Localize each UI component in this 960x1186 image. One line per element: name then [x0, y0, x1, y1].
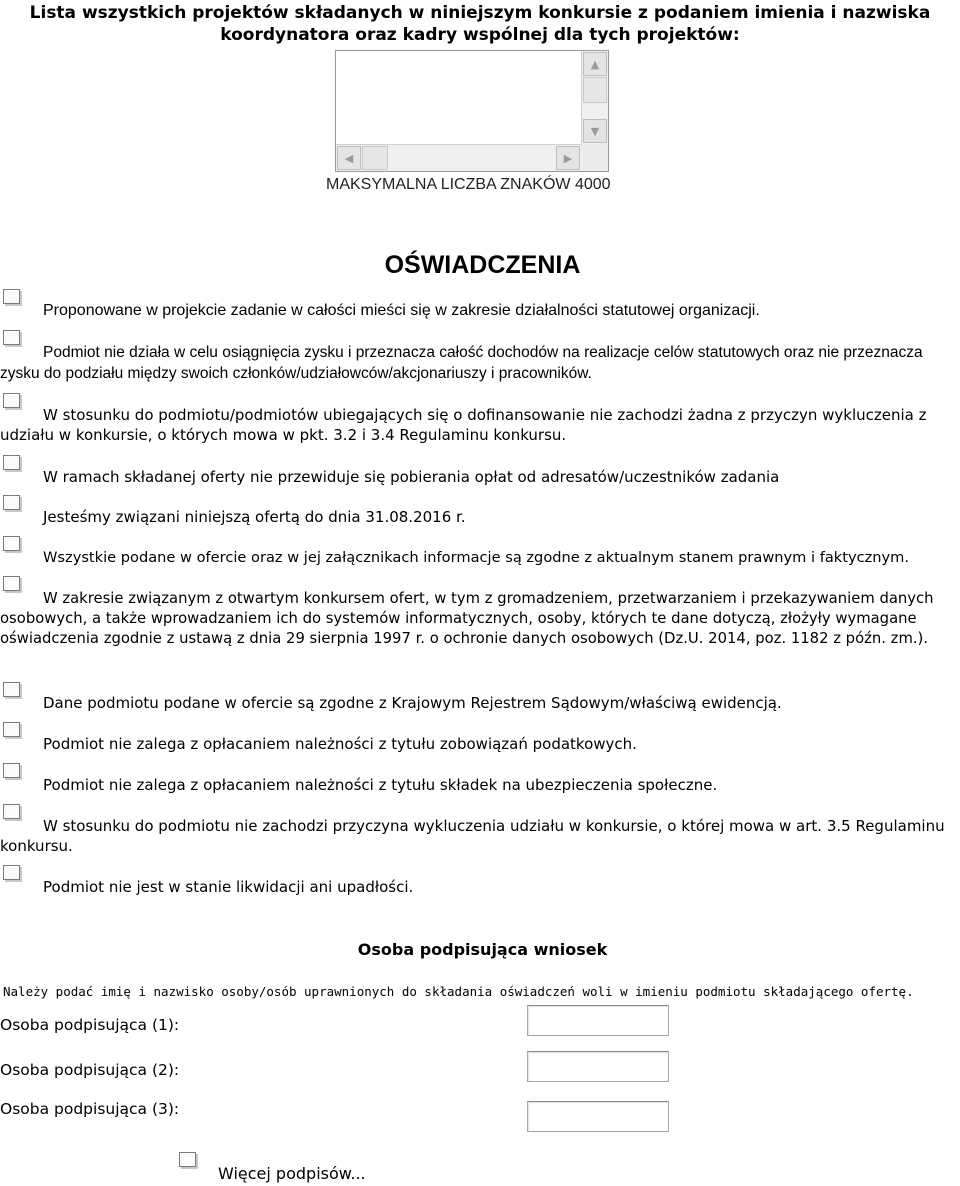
- declaration-text-8: Dane podmiotu podane w ofercie są zgodne z Krajowym Rejestrem Sądowym/właściwą ewidencją.: [43, 694, 782, 712]
- signatories-note: Należy podać imię i nazwisko osoby/osób uprawnionych do składania oświadczeń woli w imieniu podmiotu składającego ofertę.: [3, 984, 914, 999]
- declaration-text-10: Podmiot nie zalega z opłacaniem należności z tytułu składek na ubezpieczenia społeczne.: [43, 776, 718, 794]
- signatory-3-input[interactable]: [527, 1101, 669, 1132]
- declaration-text-3: W stosunku do podmiotu/podmiotów ubiegających się o dofinansowanie nie zachodzi żadna z przyczyn wykluczenia z udziału w konkursie, o których mowa w pkt. 3.2 i 3.4 Regulaminu konkursu.: [0, 406, 927, 444]
- declaration-text-4: W ramach składanej oferty nie przewiduje się pobierania opłat od adresatów/uczestników zadania: [43, 468, 780, 486]
- declaration-text-6: Wszystkie podane w ofercie oraz w jej załącznikach informacje są zgodne z aktualnym stanem prawnym i faktycznym.: [43, 549, 910, 566]
- declaration-text-5: Jesteśmy związani niniejszą ofertą do dnia 31.08.2016 r.: [43, 508, 466, 526]
- more-signatures-label: Więcej podpisów...: [218, 1164, 366, 1183]
- scroll-down-arrow-icon[interactable]: ▼: [583, 119, 607, 143]
- signatory-1-label: Osoba podpisująca (1):: [0, 1016, 180, 1034]
- more-signatures-checkbox[interactable]: [179, 1152, 196, 1167]
- projects-list-heading-line-2: koordynatora oraz kadry wspólnej dla tych projektów:: [220, 25, 740, 45]
- scroll-up-arrow-icon[interactable]: ▲: [583, 52, 607, 76]
- declaration-text-7: W zakresie związanym z otwartym konkursem ofert, w tym z gromadzeniem, przetwarzaniem i przekazywaniem danych osobowych, a także wprowadzaniem ich do systemów informatycznych, osoby, których te dane dotyczą, złożyły wymagane oświadczenia zgodnie z ustawą z dnia 29 sierpnia 1997 r. o ochronie danych osobowych (Dz.U. 2014, poz. 1182 z późn. zm.).: [0, 590, 934, 647]
- scroll-left-arrow-icon[interactable]: ◀: [337, 146, 361, 170]
- scrollbar-corner: [582, 145, 608, 171]
- signatory-2-input[interactable]: [527, 1051, 669, 1082]
- vertical-scroll-thumb[interactable]: [583, 77, 607, 103]
- declarations-title: OŚWIADCZENIA: [384, 251, 581, 279]
- projects-list-heading-line-1: Lista wszystkich projektów składanych w niniejszym konkursie z podaniem imienia i nazwiska: [29, 3, 931, 23]
- projects-textarea[interactable]: [335, 50, 609, 172]
- horizontal-scroll-thumb[interactable]: [362, 146, 388, 170]
- signatory-1-input[interactable]: [527, 1005, 669, 1036]
- signatory-3-label: Osoba podpisująca (3):: [0, 1100, 180, 1118]
- horizontal-scrollbar[interactable]: [336, 144, 582, 171]
- signatory-2-label: Osoba podpisująca (2):: [0, 1061, 180, 1079]
- declaration-text-2: Podmiot nie działa w celu osiągnięcia zysku i przeznacza całość dochodów na realizacje celów statutowych oraz nie przeznacza zysku do podziału między swoich członków/udziałowców/akcjonariuszy i pracowników.: [0, 344, 923, 382]
- scroll-right-arrow-icon[interactable]: ▶: [556, 146, 580, 170]
- declaration-text-11: W stosunku do podmiotu nie zachodzi przyczyna wykluczenia udziału w konkursie, o której mowa w art. 3.5 Regulaminu konkursu.: [0, 817, 945, 855]
- declaration-text-12: Podmiot nie jest w stanie likwidacji ani upadłości.: [43, 878, 414, 896]
- signatories-title: Osoba podpisująca wniosek: [357, 940, 608, 959]
- declaration-text-1: Proponowane w projekcie zadanie w całości mieści się w zakresie działalności statutowej organizacji.: [43, 302, 760, 319]
- max-chars-label: MAKSYMALNA LICZBA ZNAKÓW 4000: [326, 176, 611, 193]
- vertical-scrollbar[interactable]: [581, 51, 608, 145]
- projects-list-heading: [0, 2, 960, 46]
- declaration-text-9: Podmiot nie zalega z opłacaniem należności z tytułu zobowiązań podatkowych.: [43, 735, 637, 753]
